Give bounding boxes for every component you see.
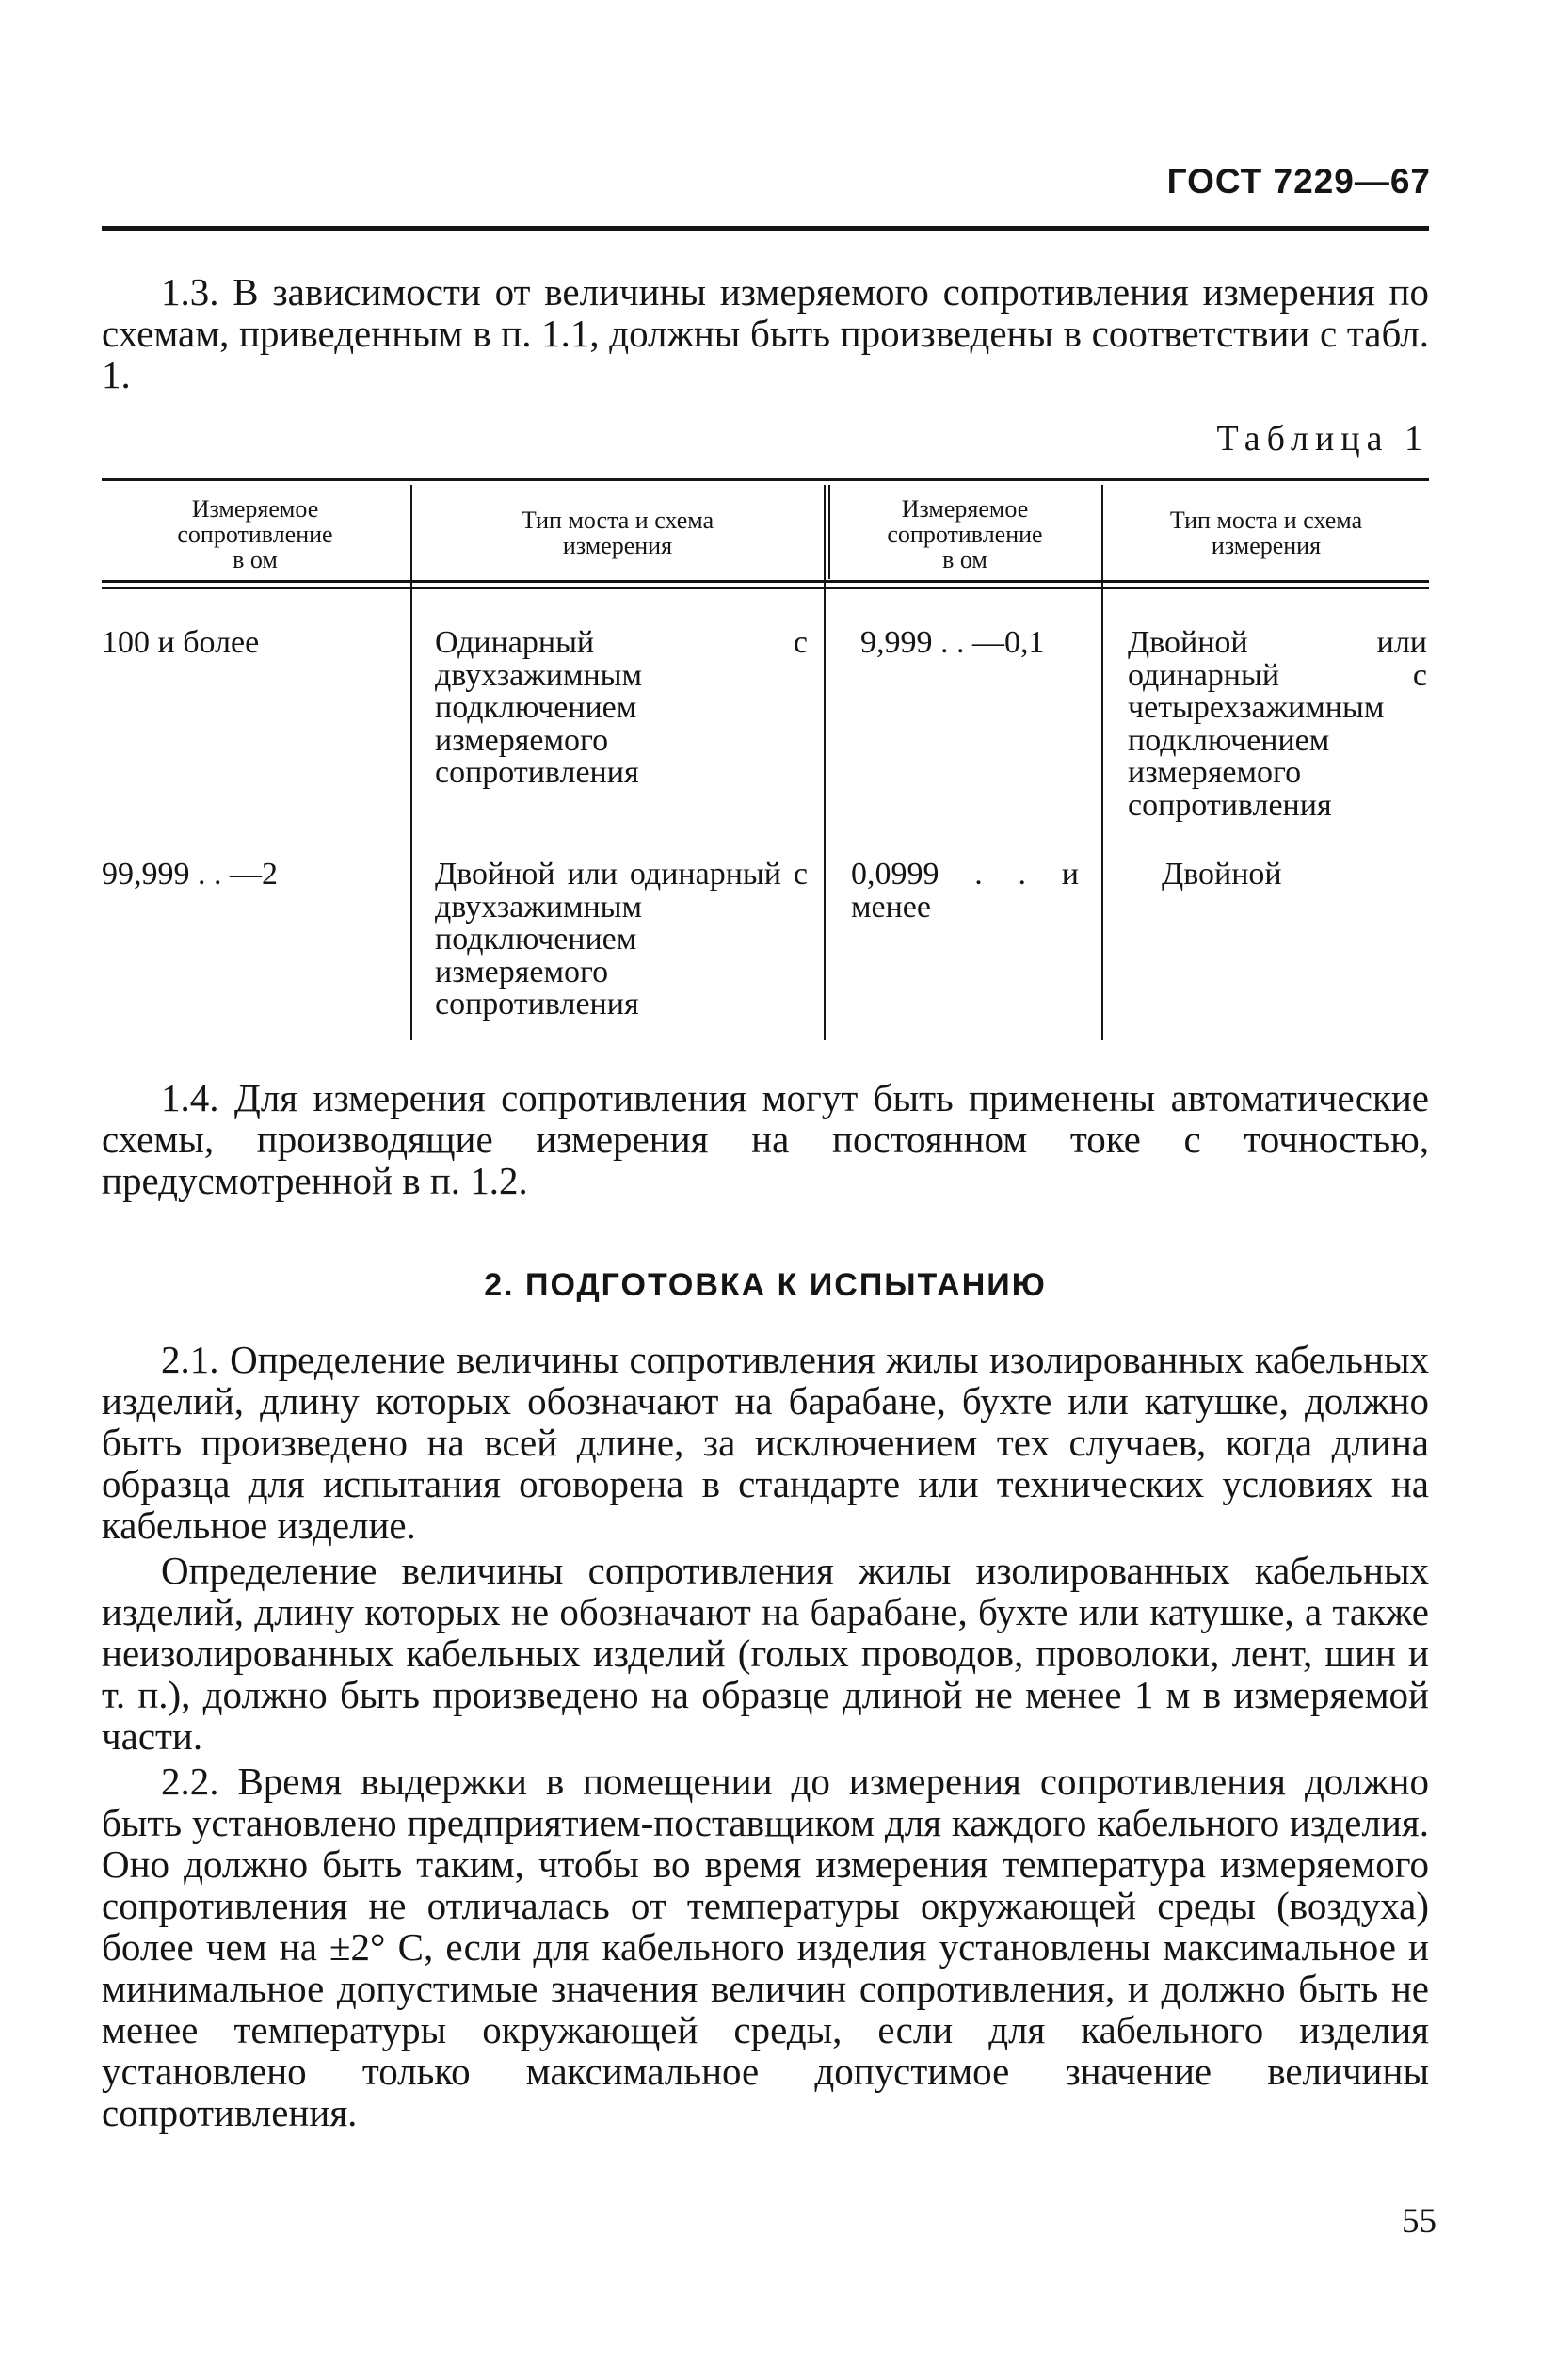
table-cell-bridge-type: Двойной [1162,857,1282,892]
section-2-title: 2. ПОДГОТОВКА К ИСПЫТАНИЮ [484,1267,1047,1303]
table-header-resistance: Измеряемое сопротивление в ом [887,495,1043,573]
table-column-divider [1101,485,1103,1040]
table-cell-bridge-type: Двойной или одинарный с двухзажимным подключением измеряемого сопротивления [435,857,808,1021]
table-cell-resistance: 100 и более [102,625,260,660]
paragraph-2-1-continued: Определение величины сопротивления жилы изолированных кабельных изделий, длину которых не обозначают на барабане, бухте или катушке, а также неизолированных кабельных изделий (голых проводов, проволоки, лент, шин и т. п.), должно быть произведено на образце длиной не менее 1 м в измеряемой части. [102,1549,1429,1758]
table-caption: Таблица 1 [1216,419,1429,458]
table-header-bridge-type: Тип моста и схема измерения [521,507,714,559]
header-rule [102,226,1429,231]
page-number: 55 [1402,2202,1437,2241]
table-header-rule [102,580,1429,583]
table-column-divider [410,485,412,1040]
table-cell-resistance: 0,0999 . . и менее [851,857,1079,925]
table-header-resistance: Измеряемое сопротивление в ом [177,495,333,573]
table-header-rule-second [102,587,1429,589]
table-cell-resistance: 99,999 . . —2 [102,857,278,892]
table-cell-resistance: 9,999 . . —0,1 [860,625,1045,660]
table-cell-bridge-type: Одинарный с двухзажимным подключением измеряемого сопротивления [435,625,808,790]
paragraph-1-3: 1.3. В зависимости от величины измеряемого сопротивления измерения по схемам, приведенным в п. 1.1, должны быть произведены в соответствии с табл. 1. [102,270,1429,396]
standard-code: ГОСТ 7229—67 [1166,162,1431,201]
paragraph-2-2: 2.2. Время выдержки в помещении до измерения сопротивления должно быть установлено предприятием-поставщиком для каждого кабельного изделия. Оно должно быть таким, чтобы во время измерения температура измеряемого сопротивления не отличалась от температуры окружающей среды (воздуха) более чем на ±2° С, если для кабельного изделия установлены максимальное и минимальное допустимые значения величин сопротивления, и должно быть не менее температуры окружающей среды, если для кабельного изделия установлено только максимальное допустимое значение величины сопротивления. [102,1760,1429,2134]
table-column-divider [824,485,826,1040]
paragraph-2-1: 2.1. Определение величины сопротивления жилы изолированных кабельных изделий, длину которых обозначают на барабане, бухте или катушке, должно быть произведено на всей длине, за исключением тех случаев, когда длина образца для испытания оговорена в стандарте или технических условиях на кабельное изделие. [102,1338,1429,1547]
paragraph-1-4: 1.4. Для измерения сопротивления могут быть применены автоматические схемы, производящие измерения на постоянном токе с точностью, предусмотренной в п. 1.2. [102,1076,1429,1202]
table-header-bridge-type: Тип моста и схема измерения [1169,507,1363,559]
table-top-rule [102,478,1429,481]
table-cell-bridge-type: Двойной или одинарный с четырехзажимным подключением измеряемого сопротивления [1128,625,1427,823]
